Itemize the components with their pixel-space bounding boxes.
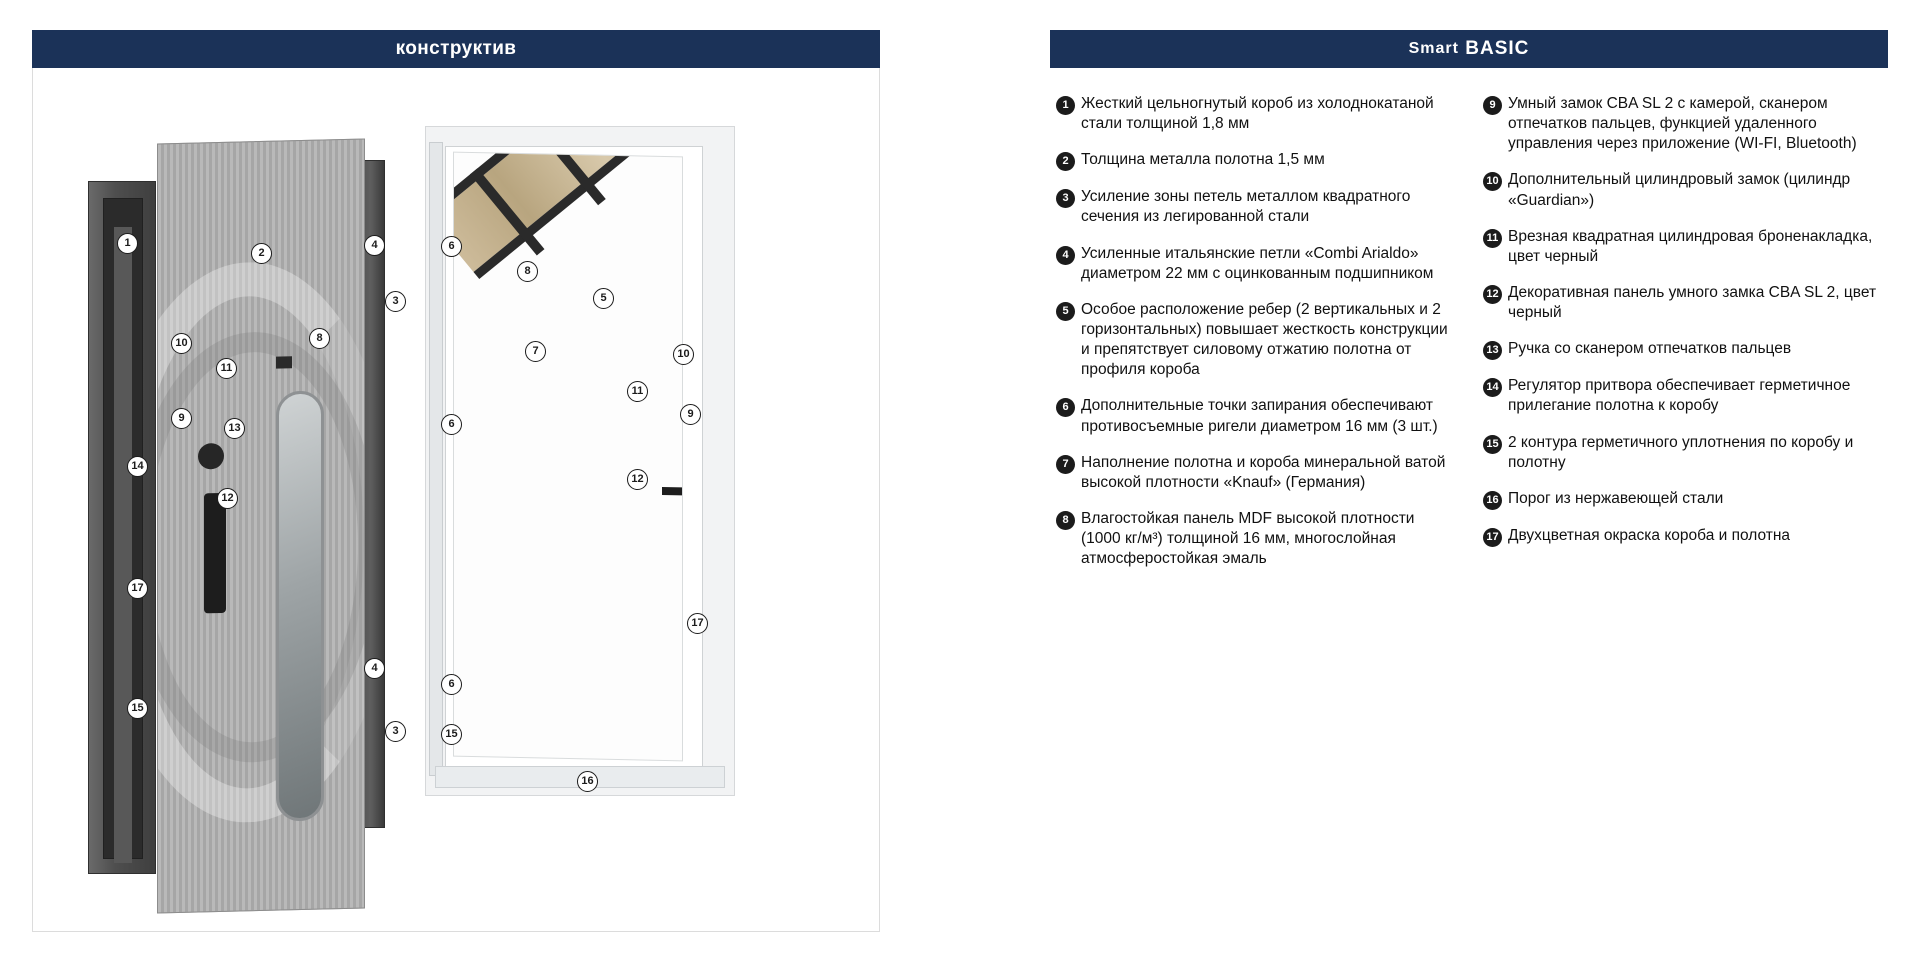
callout-14: 14: [127, 456, 148, 477]
callout-17: 17: [127, 578, 148, 599]
feature-item: [1056, 509, 1455, 569]
features-list: [1050, 68, 1888, 585]
feature-text: Усиление зоны петель металлом квадратного сечения из легированной стали: [1081, 188, 1411, 226]
callout-3a: 3: [385, 291, 406, 312]
callout-w16: 16: [577, 771, 598, 792]
callout-2: 2: [251, 243, 272, 264]
feature-number-badge: 4: [1056, 246, 1075, 265]
feature-number-badge: 14: [1483, 378, 1502, 397]
construction-diagram: [32, 68, 880, 932]
construction-panel-title: конструктив: [32, 30, 880, 68]
feature-item: [1483, 170, 1882, 210]
features-column-1: [1056, 94, 1455, 585]
feature-number-badge: 9: [1483, 96, 1502, 115]
callout-12: 12: [217, 488, 238, 509]
door-frame-inner: [103, 198, 143, 859]
feature-number-badge: 3: [1056, 189, 1075, 208]
white-door-handle: [662, 487, 683, 496]
feature-item: [1056, 453, 1455, 493]
callout-1: 1: [117, 233, 138, 254]
feature-number-badge: 2: [1056, 152, 1075, 171]
feature-text: Наполнение полотна и короба минеральной ватой высокой плотности «Knauf» (Германия): [1081, 453, 1446, 491]
smart-basic-panel: [1050, 30, 1888, 932]
construction-panel: [32, 30, 880, 932]
leaf-arc-decor-inner: [157, 329, 365, 765]
callout-11: 11: [216, 358, 237, 379]
smart-basic-panel-title: [1050, 30, 1888, 68]
feature-text: Влагостойкая панель MDF высокой плотности (1000 кг/м³) толщиной 16 мм, многослойная атмосферостойкая эмаль: [1081, 509, 1415, 568]
cutaway-door-illustration: [405, 126, 735, 816]
feature-item: [1483, 227, 1882, 267]
callout-w6c: 6: [441, 674, 462, 695]
white-door-leaf: [453, 152, 683, 762]
callout-w12: 12: [627, 469, 648, 490]
feature-text: Регулятор притвора обеспечивает герметичное прилегание полотна к коробу: [1508, 377, 1851, 415]
smart-basic-title-prefix: Smart: [1408, 40, 1459, 57]
callout-3b: 3: [385, 721, 406, 742]
feature-text: Толщина металла полотна 1,5 мм: [1081, 151, 1325, 169]
callout-w9: 9: [680, 404, 701, 425]
feature-item: [1483, 489, 1882, 510]
leaf-armor-plate: [276, 356, 292, 368]
feature-item: [1483, 433, 1882, 473]
feature-text: Усиленные итальянские петли «Combi Arialdo» диаметром 22 мм с оцинкованным подшипником: [1081, 244, 1434, 282]
feature-number-badge: 11: [1483, 229, 1502, 248]
door-frame-dark: [88, 181, 156, 874]
features-column-2: [1483, 94, 1882, 585]
feature-number-badge: 15: [1483, 435, 1502, 454]
feature-text: Декоративная панель умного замка CBA SL 2, цвет черный: [1508, 283, 1877, 322]
feature-item: [1056, 187, 1455, 227]
feature-text: Врезная квадратная цилиндровая броненакладка, цвет черный: [1508, 227, 1873, 265]
callout-w15: 15: [441, 724, 462, 745]
feature-text: Порог из нержавеющей стали: [1508, 489, 1724, 507]
callout-w11: 11: [627, 381, 648, 402]
rib-2: [531, 152, 606, 206]
feature-item: [1483, 283, 1882, 323]
callout-w10: 10: [673, 344, 694, 365]
feature-text: Двухцветная окраска короба и полотна: [1508, 526, 1791, 544]
feature-item: [1483, 376, 1882, 416]
callout-w6a: 6: [441, 236, 462, 257]
feature-item: [1056, 244, 1455, 284]
feature-item: [1483, 94, 1882, 154]
feature-number-badge: 6: [1056, 398, 1075, 417]
callout-4b: 4: [364, 658, 385, 679]
callout-8: 8: [309, 328, 330, 349]
feature-number-badge: 10: [1483, 172, 1502, 191]
callout-15: 15: [127, 698, 148, 719]
cutaway-insulation-band: [453, 152, 683, 279]
feature-text: Умный замок CBA SL 2 с камерой, сканером отпечатков пальцев, функцией удаленного управления через приложение (WI-FI, Bluetooth): [1508, 95, 1857, 153]
rib-1: [470, 168, 545, 255]
callout-10: 10: [171, 333, 192, 354]
callout-w8: 8: [517, 261, 538, 282]
callout-w17: 17: [687, 613, 708, 634]
feature-text: Дополнительные точки запирания обеспечивают противосъемные ригели диаметром 16 мм (3 шт.): [1081, 397, 1438, 435]
feature-number-badge: 1: [1056, 96, 1075, 115]
feature-number-badge: 5: [1056, 302, 1075, 321]
feature-number-badge: 8: [1056, 511, 1075, 530]
feature-number-badge: 17: [1483, 528, 1502, 547]
feature-item: [1056, 94, 1455, 134]
feature-item: [1483, 339, 1882, 360]
callout-9: 9: [171, 408, 192, 429]
feature-number-badge: 7: [1056, 455, 1075, 474]
feature-number-badge: 12: [1483, 285, 1502, 304]
feature-text: Ручка со сканером отпечатков пальцев: [1508, 340, 1792, 358]
callout-w7: 7: [525, 341, 546, 362]
feature-text: 2 контура герметичного уплотнения по коробу и полотну: [1508, 433, 1854, 471]
feature-text: Дополнительный цилиндровый замок (цилиндр «Guardian»): [1508, 171, 1851, 209]
feature-item: [1483, 526, 1882, 547]
feature-item: [1056, 150, 1455, 171]
leaf-glass-insert: [276, 390, 324, 821]
feature-number-badge: 13: [1483, 341, 1502, 360]
white-smart-lock-panel: [682, 467, 683, 545]
feature-text: Жесткий цельногнутый короб из холоднокатаной стали толщиной 1,8 мм: [1081, 95, 1434, 133]
feature-item: [1056, 300, 1455, 381]
callout-w6b: 6: [441, 414, 462, 435]
callout-4a: 4: [364, 235, 385, 256]
door-frame-seal-channel: [114, 227, 132, 863]
feature-item: [1056, 396, 1455, 436]
callout-w5: 5: [593, 288, 614, 309]
smart-basic-title-main: BASIC: [1465, 38, 1530, 59]
callout-13: 13: [224, 418, 245, 439]
leaf-smart-lock-panel: [204, 493, 226, 614]
feature-number-badge: 16: [1483, 491, 1502, 510]
feature-text: Особое расположение ребер (2 вертикальных и 2 горизонтальных) повышает жесткость конструкции и препятствует силовому отжатию полотна от профиля короба: [1081, 300, 1448, 379]
